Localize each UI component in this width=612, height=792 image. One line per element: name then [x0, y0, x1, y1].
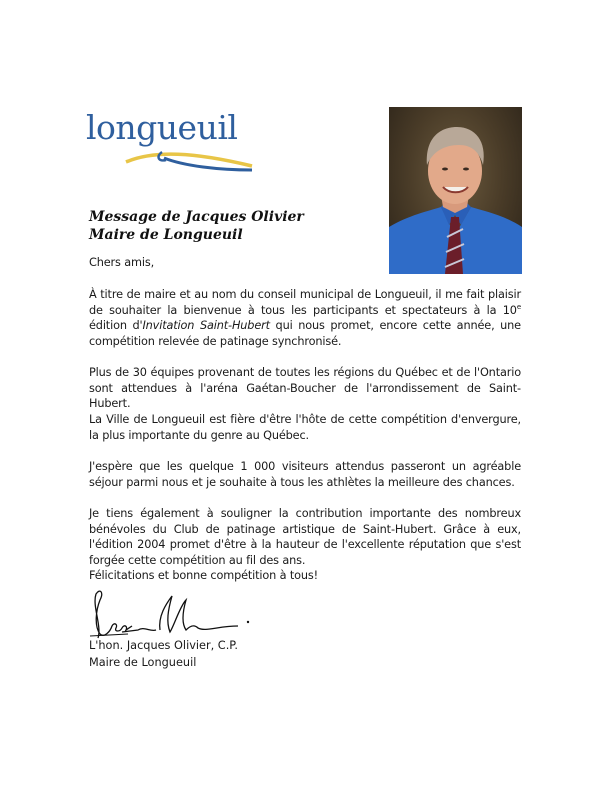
- paragraph-5: Je tiens également à souligner la contribution importante des nombreux bénévoles du Club de patinage artistique de Saint-Hubert. Grâce à eux, l'édition 2004 promet d'être à la hauteur de l'excellente réputation que s'est forgée cette compétition au fil des ans.: [89, 507, 521, 567]
- paragraph-3: La Ville de Longueuil est fière d'être l'hôte de cette compétition d'envergure, la plus importante du genre au Québec.: [89, 413, 521, 442]
- mayor-portrait-photo: [389, 107, 522, 274]
- paragraph-1: À titre de maire et au nom du conseil municipal de Longueuil, il me fait plaisir de souhaiter la bienvenue à tous les participants et spectateurs à la 10e édition d'Invitation Saint-Hubert qui nous promet, encore cette année, une compétition relevée de patinage synchronisé.: [89, 288, 521, 348]
- logo-wordmark: longueuil: [86, 108, 238, 147]
- heading-line-2: Maire de Longueuil: [89, 227, 243, 243]
- letter-heading: [89, 208, 304, 244]
- salutation: Chers amis,: [89, 256, 155, 269]
- signoff: [89, 637, 238, 671]
- paragraph-2: Plus de 30 équipes provenant de toutes les régions du Québec et de l'Ontario sont attendues à l'aréna Gaétan-Boucher de l'arrondissement de Saint-Hubert.: [89, 366, 521, 411]
- signature-icon: [88, 586, 258, 644]
- signoff-title: Maire de Longueuil: [89, 656, 197, 669]
- longueuil-logo: [86, 108, 256, 174]
- signoff-name: L'hon. Jacques Olivier, C.P.: [89, 639, 238, 652]
- logo-wave-icon: [124, 148, 254, 174]
- heading-line-1: Message de Jacques Olivier: [89, 209, 304, 225]
- portrait-illustration: [389, 107, 522, 274]
- paragraph-4: J'espère que les quelque 1 000 visiteurs attendus passeront un agréable séjour parmi nous et je souhaite à tous les athlètes la meilleure des chances.: [89, 460, 521, 489]
- paragraph-6: Félicitations et bonne compétition à tous!: [89, 569, 319, 582]
